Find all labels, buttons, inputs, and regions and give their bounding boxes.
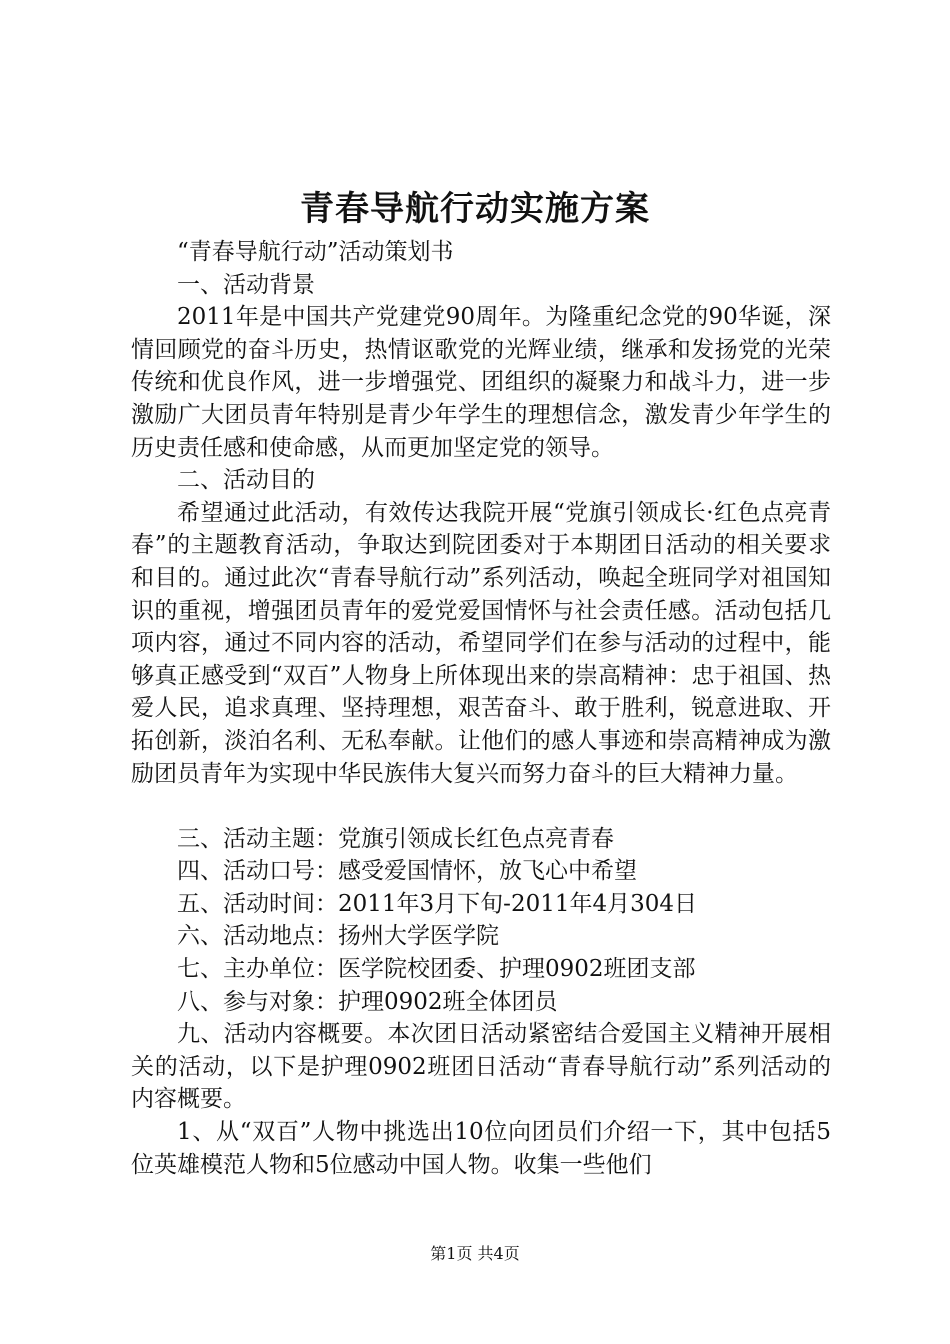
- item-slogan: 四、活动口号：感受爱国情怀，放飞心中希望: [177, 858, 637, 885]
- document-body: [131, 236, 831, 1181]
- item-organizer: 七、主办单位：医学院校团委、护理0902班团支部: [177, 956, 696, 983]
- paragraph-content-item-1: 1、从“双百”人物中挑选出10位向团员们介绍一下，其中包括5位英雄模范人物和5位感动中国人物。收集一些他们: [131, 1119, 831, 1178]
- paragraph-spacer: [131, 790, 831, 823]
- item-participants: 八、参与对象：护理0902班全体团员: [177, 988, 558, 1015]
- section-heading-background: 一、活动背景: [177, 271, 315, 298]
- item-theme: 三、活动主题：党旗引领成长红色点亮青春: [177, 825, 614, 852]
- paragraph-content-summary: 九、活动内容概要。本次团日活动紧密结合爱国主义精神开展相关的活动，以下是护理0902班团日活动“青春导航行动”系列活动的内容概要。: [131, 1021, 831, 1113]
- paragraph-purpose: 希望通过此活动，有效传达我院开展“党旗引领成长·红色点亮青春”的主题教育活动，争取达到院团委对于本期团日活动的相关要求和目的。通过此次“青春导航行动”系列活动，唤起全班同学对祖国知识的重视，增强团员青年的爱党爱国情怀与社会责任感。活动包括几项内容，通过不同内容的活动，希望同学们在参与活动的过程中，能够真正感受到“双百”人物身上所体现出来的崇高精神：忠于祖国、热爱人民，追求真理、坚持理想，艰苦奋斗、敢于胜利，锐意进取、开拓创新，淡泊名利、无私奉献。让他们的感人事迹和崇高精神成为激励团员青年为实现中华民族伟大复兴而努力奋斗的巨大精神力量。: [131, 499, 831, 787]
- paragraph-background: 2011年是中国共产党建党90周年。为隆重纪念党的90华诞，深情回顾党的奋斗历史，热情讴歌党的光辉业绩，继承和发扬党的光荣传统和优良作风，进一步增强党、团组织的凝聚力和战斗力，进一步激励广大团员青年特别是青少年学生的理想信念，激发青少年学生的历史责任感和使命感，从而更加坚定党的领导。: [131, 304, 831, 461]
- paragraph-plan-heading: “青春导航行动”活动策划书: [177, 239, 454, 265]
- item-location: 六、活动地点：扬州大学医学院: [177, 923, 499, 950]
- section-heading-purpose: 二、活动目的: [177, 467, 315, 494]
- item-time: 五、活动时间：2011年3月下旬-2011年4月304日: [177, 890, 698, 917]
- document-title: 青春导航行动实施方案: [300, 189, 650, 229]
- page-footer: 第1页 共4页: [430, 1244, 520, 1263]
